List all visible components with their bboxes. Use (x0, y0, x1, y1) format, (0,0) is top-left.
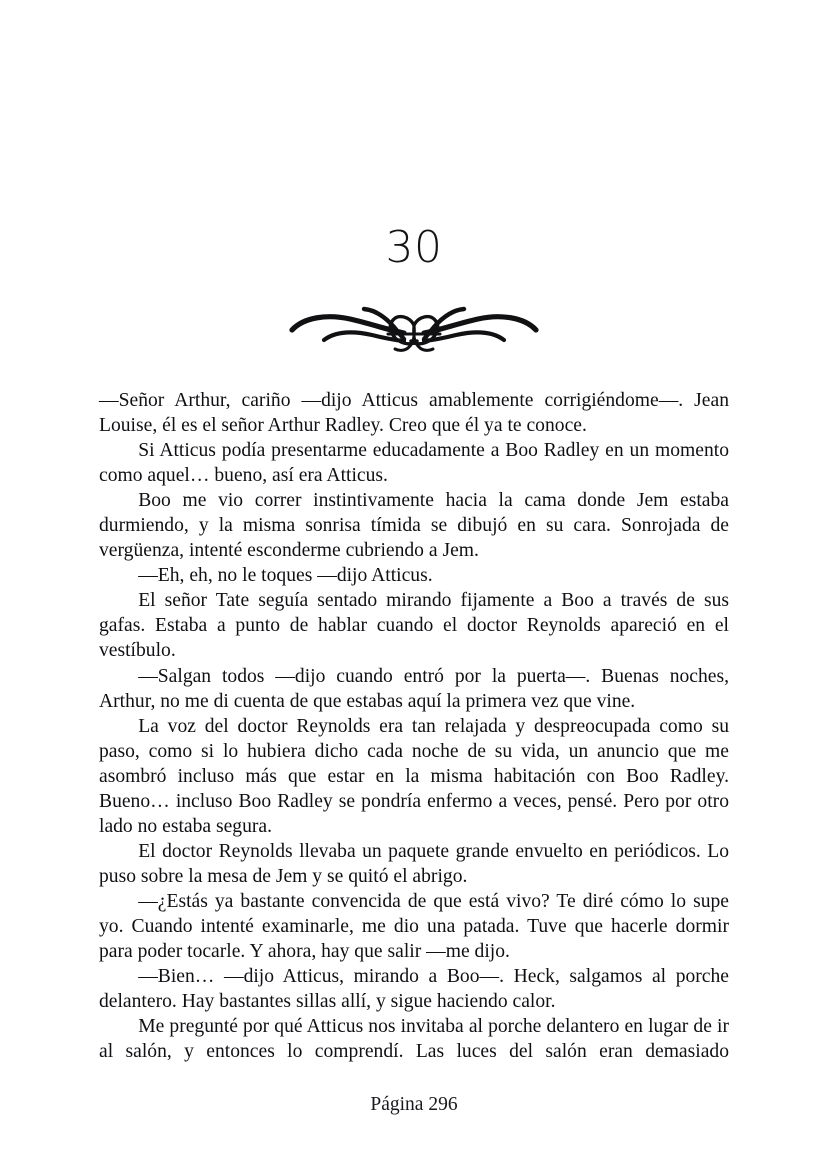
paragraph: —¿Estás ya bastante convencida de que está vivo? Te diré cómo lo supe yo. Cuando intenté examinarle, me dio una patada. Tuve que hacerle dormir para poder tocarle. Y ahora, hay que salir —me dijo. (99, 890, 729, 963)
paragraph: Me pregunté por qué Atticus nos invitaba al porche delantero en lugar de ir al salón, y entonces lo comprendí. Las luces del salón eran demasiado (99, 1016, 729, 1063)
paragraph: Boo me vio correr instintivamente hacia la cama donde Jem estaba durmiendo, y la misma sonrisa tímida se dibujó en su cara. Sonrojada de vergüenza, intenté esconderme cubriendo a Jem. (99, 490, 729, 562)
paragraph: —Señor Arthur, cariño —dijo Atticus amablemente corrigiéndome—. Jean Louise, él es el señor Arthur Radley. Creo que él ya te conoce. (99, 390, 729, 437)
paragraph: El doctor Reynolds llevaba un paquete grande envuelto en periódicos. Lo puso sobre la mesa de Jem y se quitó el abrigo. (99, 840, 729, 887)
chapter-number: 30 (385, 222, 443, 273)
paragraph: El señor Tate seguía sentado mirando fijamente a Boo a través de sus gafas. Estaba a punto de hablar cuando el doctor Reynolds apareció en el vestíbulo. (99, 590, 729, 662)
paragraph: Si Atticus podía presentarme educadamente a Boo Radley en un momento como aquel… bueno, así era Atticus. (99, 440, 729, 487)
chapter-ornament (0, 300, 828, 352)
paragraph: —Salgan todos —dijo cuando entró por la puerta—. Buenas noches, Arthur, no me di cuenta de que estabas aquí la primera vez que vine. (99, 665, 729, 712)
page-footer: Página 296 (370, 1094, 458, 1115)
paragraph: La voz del doctor Reynolds era tan relajada y despreocupada como su paso, como si lo hubiera dicho cada noche de su vida, un anuncio que me asombró incluso más que estar en la misma habitación con Boo Radley. Bueno… incluso Boo Radley se pondría enfermo a veces, pensé. Pero por otro lado no estaba segura. (99, 715, 729, 837)
paragraph: —Eh, eh, no le toques —dijo Atticus. (138, 565, 433, 587)
body-text-block (99, 388, 729, 1064)
paragraph: —Bien… —dijo Atticus, mirando a Boo—. Heck, salgamos al porche delantero. Hay bastantes sillas allí, y sigue haciendo calor. (99, 966, 729, 1013)
calligraphic-flourish-divider-icon (288, 300, 540, 352)
